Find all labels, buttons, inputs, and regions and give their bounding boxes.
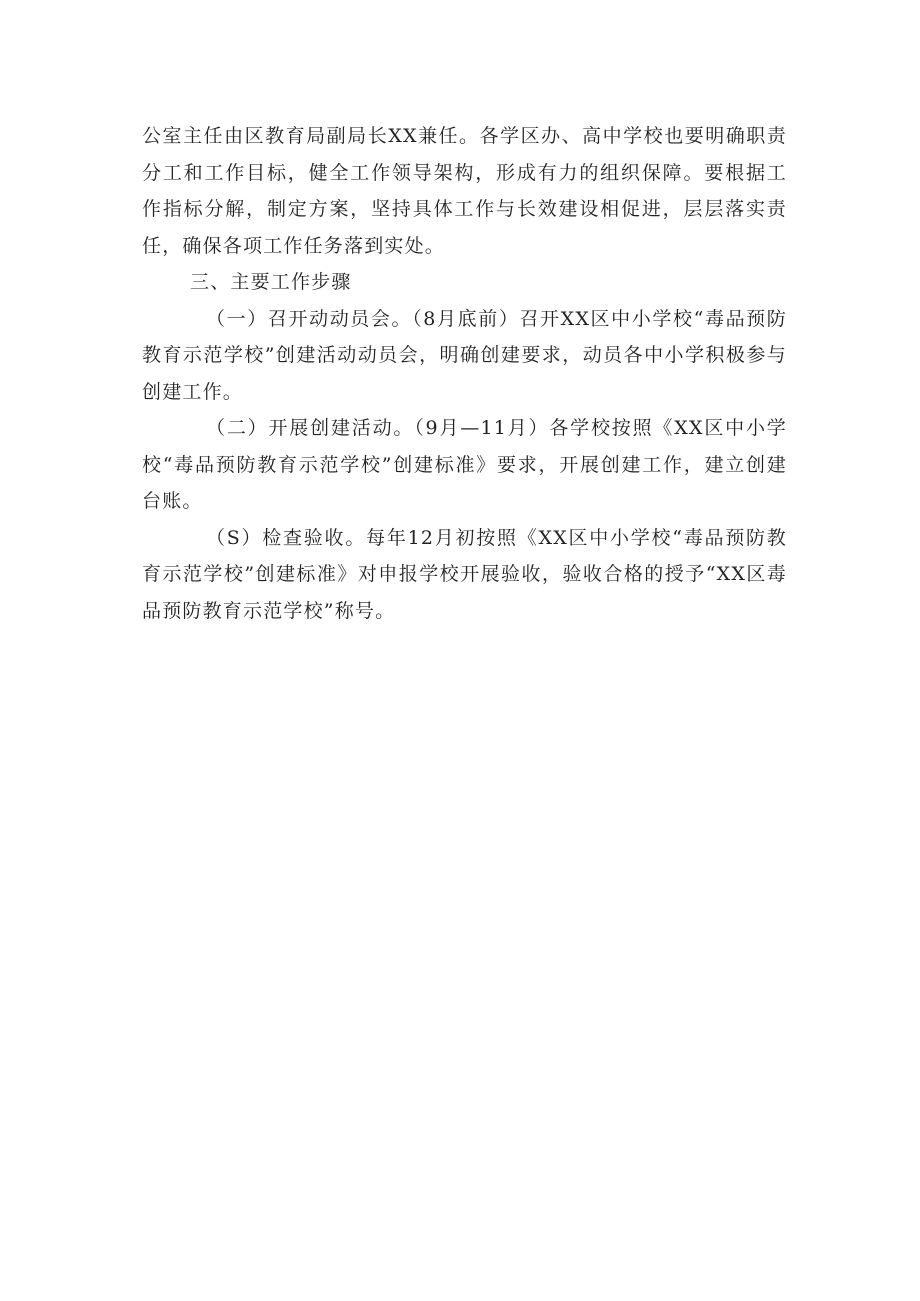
document-body — [142, 118, 787, 629]
paragraph-step-inspection-acceptance: （S）检查验收。每年12月初按照《XX区中小学校“毒品预防教育示范学校”创建标准》对申报学校开展验收，验收合格的授予“XX区毒品预防教育示范学校”称号。 — [142, 526, 787, 622]
paragraph-organization-guarantee: 公室主任由区教育局副局长XX兼任。各学区办、高中学校也要明确职责分工和工作目标，健全工作领导架构，形成有力的组织保障。要根据工作指标分解，制定方案，坚持具体工作与长效建设相促进，层层落实责任，确保各项工作任务落到实处。 — [142, 125, 787, 257]
paragraph-step-mobilization-meeting: （一）召开动动员会。（8月底前）召开XX区中小学校“毒品预防教育示范学校”创建活动动员会，明确创建要求，动员各中小学积极参与创建工作。 — [142, 307, 787, 403]
section-heading-main-steps: 三、主要工作步骤 — [190, 271, 352, 293]
paragraph-step-creation-activities: （二）开展创建活动。（9月—11月）各学校按照《XX区中小学校“毒品预防教育示范学校”创建标准》要求，开展创建工作，建立创建台账。 — [142, 417, 787, 512]
